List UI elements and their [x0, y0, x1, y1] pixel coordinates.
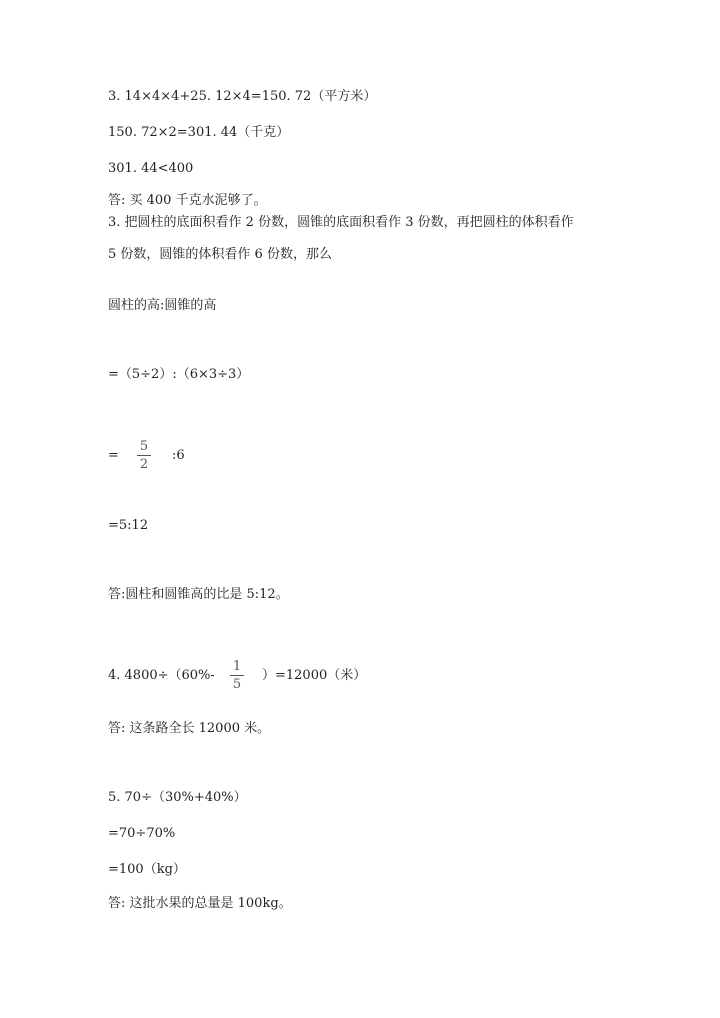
q5-line3: =100（kg） — [108, 862, 186, 877]
q4-prefix: 4. 4800÷（60%- — [108, 668, 215, 683]
compare-line: 301. 44<400 — [108, 161, 194, 176]
calc-weight-line: 150. 72×2=301. 44（千克） — [108, 125, 290, 140]
fraction-bar — [137, 455, 151, 456]
q3-step1: =（5÷2）:（6×3÷3） — [108, 367, 250, 382]
fraction-numerator: 5 — [139, 439, 149, 454]
q3-ratio-label: 圆柱的高:圆锥的高 — [108, 298, 217, 313]
answer-part-a: 答: 买 400 千克水泥够了。 — [108, 193, 267, 208]
q5-answer: 答: 这批水果的总量是 100kg。 — [108, 896, 292, 911]
q3-intro-line2: 5 份数，圆锥的体积看作 6 份数，那么 — [108, 247, 332, 262]
calc-area-line: 3. 14×4×4+25. 12×4=150. 72（平方米） — [108, 89, 377, 104]
fraction-numerator: 1 — [232, 659, 242, 674]
q4-fraction — [230, 660, 244, 691]
q4-answer: 答: 这条路全长 12000 米。 — [108, 721, 271, 736]
fraction-denominator: 5 — [232, 677, 242, 692]
q3-step2-suffix: :6 — [172, 448, 185, 463]
q3-step2-fraction — [137, 440, 151, 471]
q3-intro-line1: 3. 把圆柱的底面积看作 2 份数，圆锥的底面积看作 3 份数，再把圆柱的体积看作 — [108, 215, 574, 230]
fraction-bar — [230, 675, 244, 676]
q4-suffix: ）=12000（米） — [262, 668, 367, 683]
q3-answer: 答:圆柱和圆锥高的比是 5:12。 — [108, 587, 289, 602]
q5-line1: 5. 70÷（30%+40%） — [108, 790, 247, 805]
fraction-denominator: 2 — [139, 457, 149, 472]
q3-step3: =5:12 — [108, 518, 149, 533]
q5-line2: =70÷70% — [108, 826, 176, 841]
q3-step2-prefix: = — [108, 448, 119, 463]
